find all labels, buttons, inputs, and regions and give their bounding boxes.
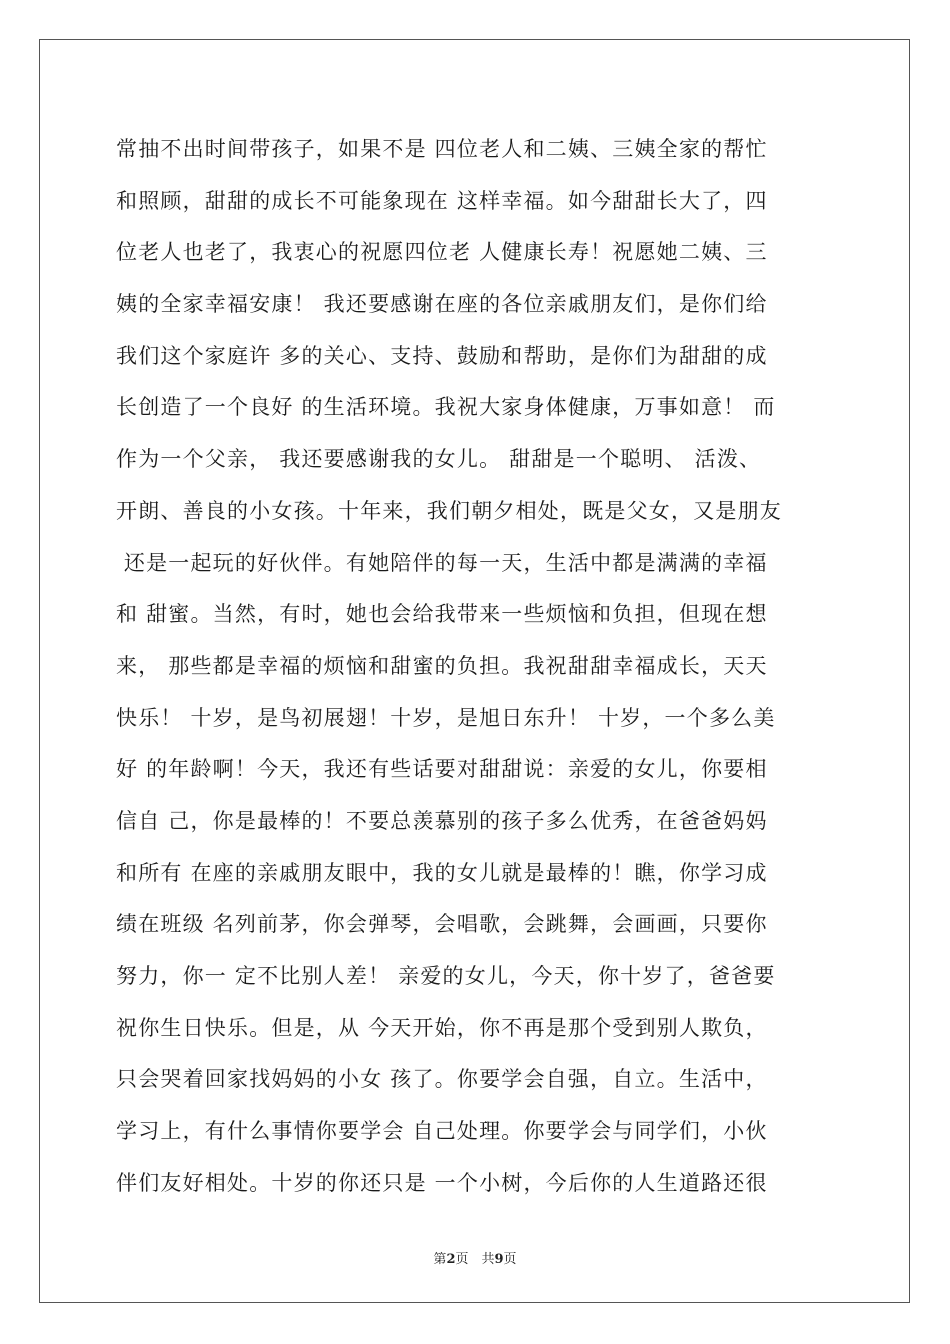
text-line: 和 甜蜜。当然，有时，她也会给我带来一些烦恼和负担，但现在想 (116, 602, 768, 627)
page-suffix: 页 (503, 1252, 517, 1267)
text-line: 开朗、善良的小女孩。十年来，我们朝夕相处，既是父女，又是朋友 (116, 498, 782, 523)
text-line: 快乐！ 十岁，是鸟初展翅！十岁，是旭日东升！ 十岁，一个多么美 (116, 705, 776, 730)
text-line: 只会哭着回家找妈妈的小女 孩了。你要学会自强，自立。生活中， (116, 1067, 768, 1092)
text-line: 我们这个家庭许 多的关心、支持、鼓励和帮助，是你们为甜甜的成 (116, 343, 768, 368)
page-current: 2 (446, 1252, 456, 1267)
text-line: 绩在班级 名列前茅，你会弹琴，会唱歌，会跳舞，会画画，只要你 (116, 912, 768, 937)
text-line: 位老人也老了，我衷心的祝愿四位老 人健康长寿！祝愿她二姨、三 (116, 240, 768, 265)
text-line: 常抽不出时间带孩子，如果不是 四位老人和二姨、三姨全家的帮忙 (116, 137, 768, 161)
text-line: 长创造了一个良好 的生活环境。我祝大家身体健康，万事如意！ 而 (116, 395, 776, 420)
text-line: 好 的年龄啊！今天，我还有些话要对甜甜说：亲爱的女儿，你要相 (116, 757, 768, 782)
text-line: 姨的全家幸福安康！ 我还要感谢在座的各位亲戚朋友们，是你们给 (116, 292, 768, 317)
text-line: 还是一起玩的好伙伴。有她陪伴的每一天，生活中都是满满的幸福 (116, 550, 768, 575)
text-line: 和照顾，甜甜的成长不可能象现在 这样幸福。如今甜甜长大了，四 (116, 188, 768, 213)
document-body (116, 124, 836, 1209)
page-prefix: 第 (433, 1252, 447, 1267)
text-line: 作为一个父亲， 我还要感谢我的女儿。 甜甜是一个聪明、 活泼、 (116, 447, 762, 472)
text-line: 伴们友好相处。十岁的你还只是 一个小树，今后你的人生道路还很 (116, 1170, 768, 1195)
text-line: 学习上，有什么事情你要学会 自己处理。你要学会与同学们，小伙 (116, 1119, 768, 1144)
page-footer (0, 1248, 950, 1267)
text-line: 努力，你一 定不比别人差！ 亲爱的女儿，今天，你十岁了，爸爸要 (116, 964, 776, 988)
text-line: 和所有 在座的亲戚朋友眼中，我的女儿就是最棒的！瞧，你学习成 (116, 860, 768, 885)
text-line: 祝你生日快乐。但是，从 今天开始，你不再是那个受到别人欺负， (116, 1015, 768, 1040)
text-line: 信自 己，你是最棒的！不要总羡慕别的孩子多么优秀，在爸爸妈妈 (116, 808, 768, 833)
page-total: 9 (494, 1252, 504, 1267)
text-line: 来， 那些都是幸福的烦恼和甜蜜的负担。我祝甜甜幸福成长，天天 (116, 653, 768, 678)
page-mid: 页 共 (455, 1252, 495, 1267)
